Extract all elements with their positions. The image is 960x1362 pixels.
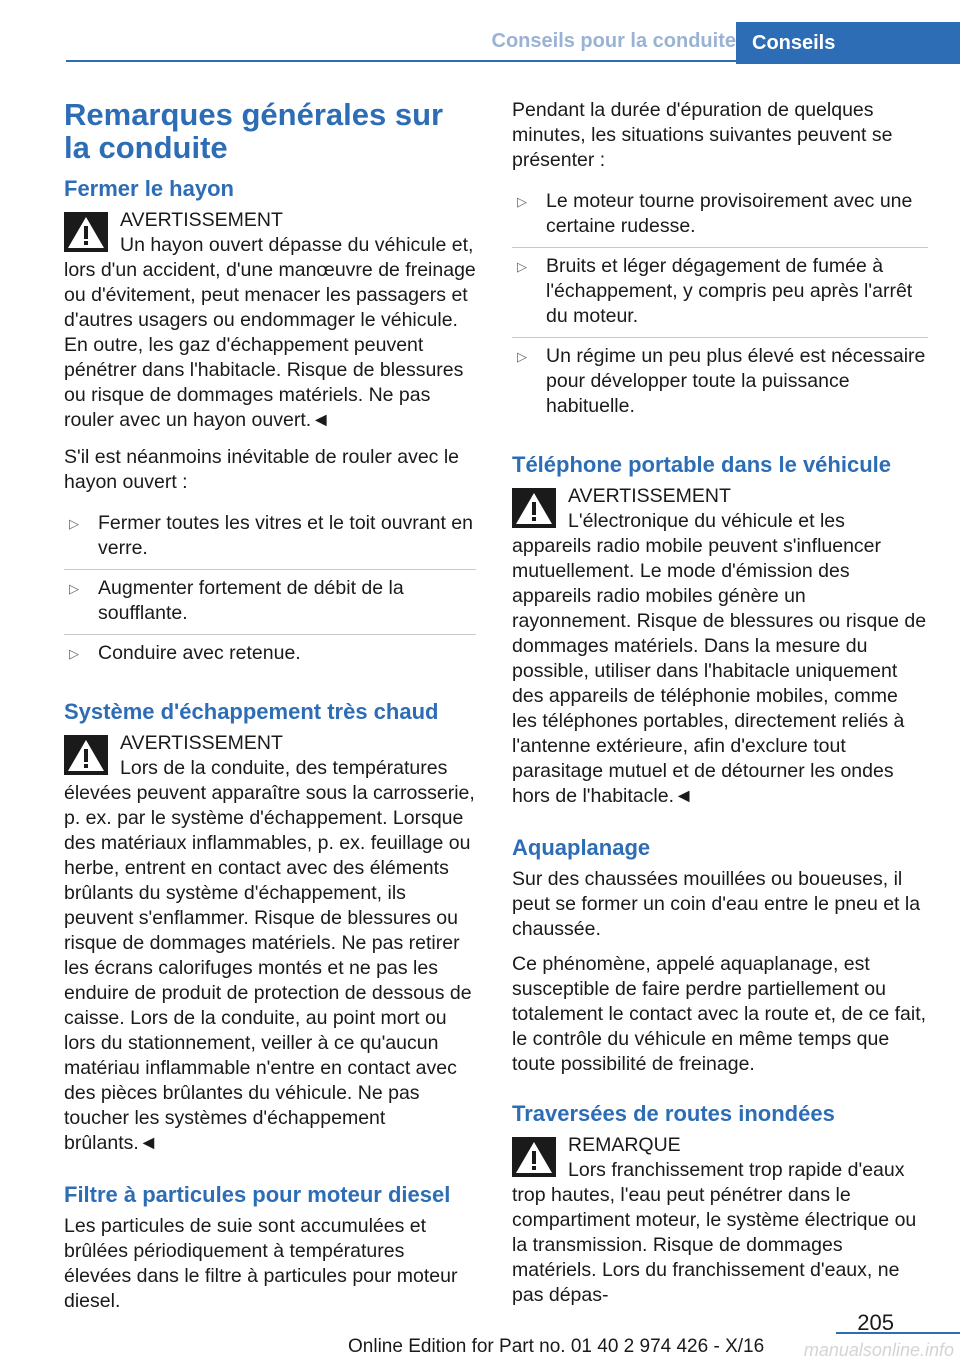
notice-text: Lors franchissement trop rapide d'eaux trop hautes, l'eau peut pénétrer dans le compartiment moteur, le système électrique ou la transmission. Risque de dommages matériels. Lors du franchissement d'eaux, ne pas dépas- [512,1159,917,1306]
watermark: manualsonline.info [803,1340,954,1360]
warning-label: AVERTISSEMENT [120,732,283,754]
warning-triangle-icon [64,212,108,252]
list-item: ▷ Conduire avec retenue. [64,635,476,675]
warning-text: Un hayon ouvert dépasse du véhicule et, lors d'un accident, d'une manœuvre de freinage ou d'évitement, peut menacer les passagers et d'autres usagers ou endommager le véhicule. En outre, les gaz d'échappement peuvent pénétrer dans l'habitacle. Risque de blessures ou risque de dommages matériels. Ne pas rouler avec un hayon ouvert.◄ [64,234,476,431]
list-item: ▷ Le moteur tourne provisoirement avec une certaine rudesse. [512,183,928,248]
page-title: Remarques générales sur la conduite [64,97,444,165]
warning-triangle-icon [512,488,556,528]
notice-label: REMARQUE [568,1134,681,1156]
heading-fermer-hayon: Fermer le hayon [64,176,234,201]
footer-rule [836,1332,960,1334]
edition-note: Online Edition for Part no. 01 40 2 974 426 - X/16 [348,1336,765,1357]
heading-routes-inondees: Traversées de routes inondées [512,1101,835,1126]
list-item: ▷ Bruits et léger dégagement de fumée à l'échappement, y compris peu après l'arrêt du moteur. [512,248,928,338]
warning-triangle-icon [512,1137,556,1177]
warning-label: AVERTISSEMENT [120,209,283,231]
bullet-list [512,183,928,428]
page-header [66,22,960,62]
bullet-arrow-icon: ▷ [69,646,79,661]
list-item: ▷ Augmenter fortement de débit de la soufflante. [64,570,476,635]
warning-triangle-icon [64,735,108,775]
warning-block [512,1133,928,1308]
right-column [512,98,928,1320]
paragraph: Les particules de suie sont accumulées et brûlées périodiquement à températures élevées dans le filtre à particules pour moteur diesel. [64,1215,458,1312]
paragraph: Pendant la durée d'épuration de quelques minutes, les situations suivantes peuvent se présenter : [512,99,893,171]
page-number: 205 [857,1310,894,1335]
warning-text: Lors de la conduite, des températures élevées peuvent apparaître sous la carrosserie, p. ex. par le système d'échappement. Lorsque des matériaux inflammables, p. ex. feuillage ou herbe, entrent en contact avec des éléments brûlants du système d'échappement, ils peuvent s'enflammer. Risque de blessures ou risque de dommages matériels. Ne pas retirer les écrans calorifuges montés et ne pas les enduire de produit de protection de dessous de caisse. Lors de la conduite, au point mort ou lors du stationnement, veiller à ce qu'aucun matériau inflammable n'entre en contact avec des pièces brûlantes du véhicule. Ne pas toucher les systèmes d'échappement brûlants.◄ [64,757,475,1154]
paragraph: Ce phénomène, appelé aquaplanage, est susceptible de faire perdre partiellement ou totalement le contact avec la route et, de ce fait, le contrôle du véhicule en même temps que toute possibilité de freinage. [512,953,927,1075]
bullet-arrow-icon: ▷ [69,581,79,596]
section-tab: Conseils [736,22,960,64]
left-column [64,98,476,1324]
list-item: ▷ Fermer toutes les vitres et le toit ouvrant en verre. [64,505,476,570]
paragraph: Sur des chaussées mouillées ou boueuses, il peut se former un coin d'eau entre le pneu et la chaussée. [512,868,921,940]
warning-block [64,731,476,1156]
list-item: ▷ Un régime un peu plus élevé est nécessaire pour développer toute la puissance habituelle. [512,338,928,428]
paragraph: S'il est néanmoins inévitable de rouler avec le hayon ouvert : [64,446,460,493]
warning-label: AVERTISSEMENT [568,485,731,507]
heading-aquaplanage: Aquaplanage [512,835,651,860]
bullet-list [64,505,476,675]
bullet-arrow-icon: ▷ [517,194,527,209]
section-breadcrumb: Conseils pour la conduite [491,30,736,52]
bullet-arrow-icon: ▷ [69,516,79,531]
bullet-arrow-icon: ▷ [517,349,527,364]
heading-echappement: Système d'échappement très chaud [64,699,439,724]
warning-block [512,484,928,809]
warning-block [64,208,476,433]
warning-text: L'électronique du véhicule et les appareils radio mobile peuvent s'influencer mutuellement. Le mode d'émission des appareils radio mobiles génère un rayonnement. Risque de blessures ou risque de dommages matériels. Dans la mesure du possible, utiliser dans l'habitacle uniquement des appareils de téléphonie mobiles, comme les téléphones portables, directement reliés à l'antenne extérieure, afin d'exclure tout parasitage mutuel et de détourner les ondes hors de l'habitacle.◄ [512,510,927,807]
heading-telephone: Téléphone portable dans le véhicule [512,452,891,477]
heading-filtre-particules: Filtre à particules pour moteur diesel [64,1182,451,1207]
bullet-arrow-icon: ▷ [517,259,527,274]
